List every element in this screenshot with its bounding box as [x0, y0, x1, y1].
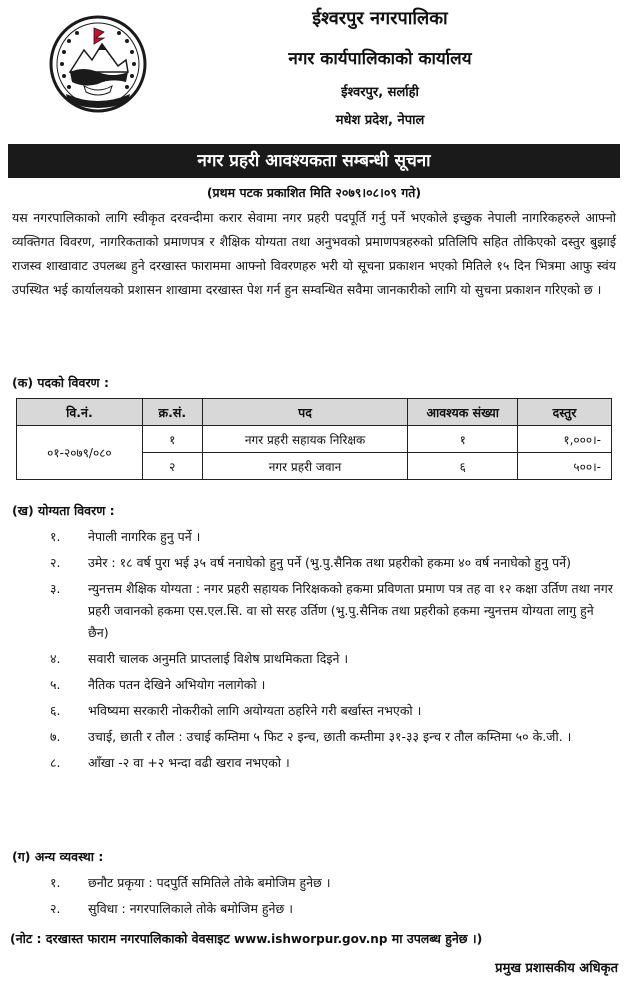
qualification-list: [42, 526, 616, 778]
item-text: उचाई, छाती र तौल : उचाई कम्तिमा ५ फिट २ इन्च, छाती कम्तीमा ३१-३३ इन्च र तौल कम्तिमा ५० के.जी. ।: [88, 729, 572, 744]
item-text: सुविधा : नगरपालिकाले तोके बमोजिम हुनेछ ।: [88, 901, 293, 916]
item-text: नैतिक पतन देखिने अभियोग नलागेको ।: [88, 677, 266, 692]
item-text: उमेर : १८ वर्ष पुरा भई ३५ वर्ष ननाघेको हुनु पर्ने (भु.पु.सैनिक तथा प्रहरीको हकमा ४० वर्ष ननाघेको हुनु पर्ने): [88, 555, 571, 570]
row-post: नगर प्रहरी जवान: [202, 453, 408, 480]
item-number: २.: [50, 555, 61, 570]
list-item: [42, 552, 616, 574]
ad-number: ०१-२०७९/०८०: [17, 426, 143, 480]
list-item: [42, 578, 616, 644]
row-post: नगर प्रहरी सहायक निरिक्षक: [202, 426, 408, 453]
item-number: १.: [50, 529, 61, 544]
note-prefix: (नोट : दरखास्त फाराम नगरपालिकाको वेवसाइट: [10, 931, 235, 946]
intro-paragraph: यस नगरपालिकाको लागि स्वीकृत दरवन्दीमा करार सेवामा नगर प्रहरी पदपूर्ति गर्नु पर्ने भएकोले इच्छुक नेपाली नागरिकहरुले आफ्नो व्यक्तिगत विवरण, नागरिकताको प्रमाणपत्र र शैक्षिक योग्यता तथा अनुभवको प्रमाणपत्रहरुको प्रतिलिपि सहित तोकिएको दस्तुर बुझाई राजस्व शाखावाट उपलब्ध हुने दरखास्त फाराममा आफ्नो विवरणहरु भरी यो सूचना प्रकाशन भएको मितिले १५ दिन भित्रमा आफु स्वंय उपस्थित भई कार्यालयको प्रशासन शाखामा दरखास्त पेश गर्न हुन सम्वन्धित सवैमा जानकारीको लागि यो सुचना प्रकाशन गरिएको छ ।: [12, 210, 616, 297]
other-section-heading: (ग) अन्य व्यवस्था :: [12, 849, 104, 864]
qualification-section-heading: (ख) योग्यता विवरण :: [12, 503, 115, 518]
list-item: [42, 700, 616, 722]
row-count: १: [408, 426, 518, 453]
item-number: १.: [50, 875, 61, 890]
other-list: [42, 872, 616, 924]
website-note: [10, 930, 622, 947]
table-row: [17, 426, 612, 453]
list-item: [42, 752, 616, 774]
office-location: ईश्वरपुर, सर्लाही: [341, 85, 419, 100]
website-link[interactable]: www.ishworpur.gov.np: [234, 932, 388, 946]
list-item: [42, 526, 616, 548]
item-text: सवारी चालक अनुमति प्राप्तलाई विशेष प्राथमिकता दिइने ।: [88, 651, 349, 666]
list-item: [42, 898, 616, 920]
notice-title: नगर प्रहरी आवश्यकता सम्बन्धी सूचना: [8, 144, 620, 178]
item-text: छनौट प्रकृया : पदपुर्ति समितिले तोके बमोजिम हुनेछ ।: [88, 875, 331, 890]
item-number: २.: [50, 901, 61, 916]
row-count: ६: [408, 453, 518, 480]
item-number: ६.: [50, 703, 61, 718]
col-post: पद: [202, 399, 408, 426]
list-item: [42, 674, 616, 696]
item-number: ५.: [50, 677, 61, 692]
list-item: [42, 872, 616, 894]
item-number: ३.: [50, 581, 61, 596]
nepal-emblem-icon: [48, 14, 148, 114]
item-text: नेपाली नागरिक हुनु पर्ने ।: [88, 529, 201, 544]
table-header-row: [17, 399, 612, 426]
item-text: न्युनत्तम शैक्षिक योग्यता : नगर प्रहरी सहायक निरिक्षकको हकमा प्रविणता प्रमाण पत्र तह वा १२ कक्षा उर्तिण तथा नगर प्रहरी जवानको हकमा एस.एल.सि. वा सो सरह उर्तिण (भु.पु.सैनिक तथा प्रहरीको हकमा न्युनत्तम योग्यता लागु हुने छैन): [88, 581, 613, 640]
row-serial: २: [142, 453, 202, 480]
row-serial: १: [142, 426, 202, 453]
posts-section-heading: (क) पदको विवरण :: [12, 375, 109, 390]
posts-table: [16, 398, 612, 480]
note-suffix: मा उपलब्ध हुनेछ ।): [387, 931, 483, 946]
item-number: ७.: [50, 729, 61, 744]
item-number: ४.: [50, 651, 61, 666]
item-number: ८.: [50, 755, 61, 770]
col-ad-no: वि.नं.: [17, 399, 143, 426]
item-text: आँखा -२ वा +२ भन्दा वढी खराव नभएको ।: [88, 755, 290, 770]
municipality-name: ईश्वरपुर नगरपालिका: [312, 8, 448, 29]
item-text: भविष्यमा सरकारी नोकरीको लागि अयोग्यता ठहरिने गरी बर्खास्त नभएको ।: [88, 703, 422, 718]
office-name: नगर कार्यपालिकाको कार्यालय: [288, 49, 472, 69]
office-province: मधेश प्रदेश, नेपाल: [335, 113, 425, 128]
row-fee: १,०००।-: [518, 426, 612, 453]
signature-title: प्रमुख प्रशासकीय अधिकृत: [495, 961, 618, 976]
col-serial: क्र.सं.: [142, 399, 202, 426]
row-fee: ५००।-: [518, 453, 612, 480]
list-item: [42, 726, 616, 748]
publish-date: (प्रथम पटक प्रकाशित मिति २०७९।०८।०९ गते): [206, 185, 422, 200]
col-count: आवश्यक संख्या: [408, 399, 518, 426]
col-fee: दस्तुर: [518, 399, 612, 426]
list-item: [42, 648, 616, 670]
